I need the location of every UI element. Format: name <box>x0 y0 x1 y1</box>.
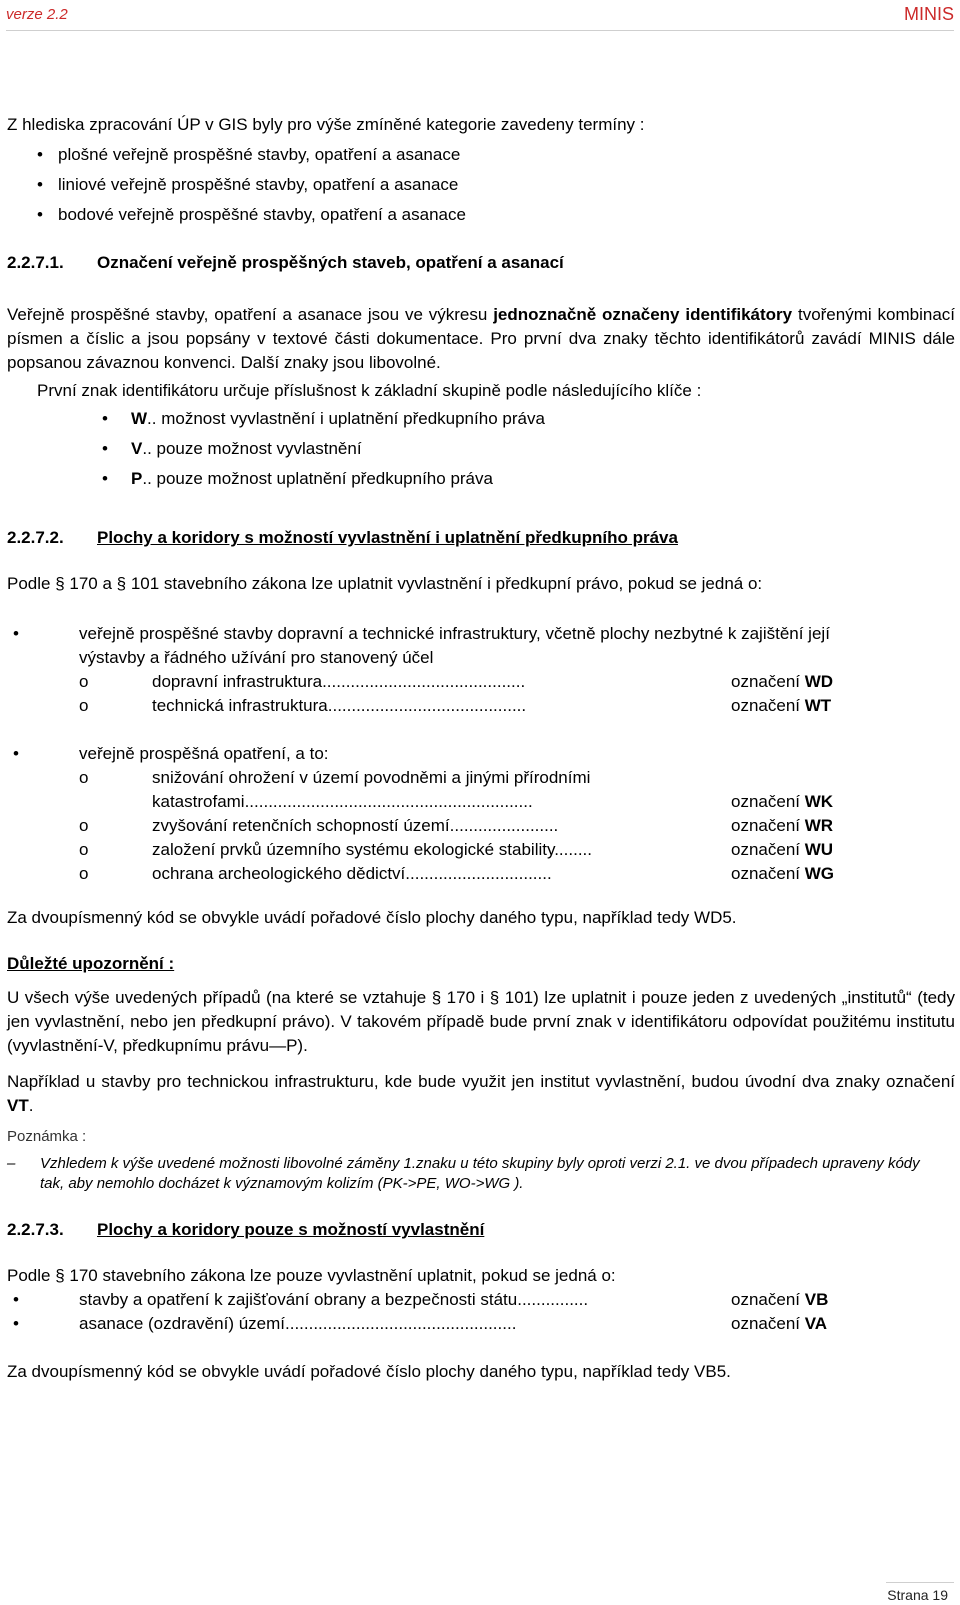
paragraph: Za dvoupísmenný kód se obvykle uvádí pořadové číslo plochy daného typu, například tedy WD5. <box>7 908 737 927</box>
paragraph: Veřejně prospěšné stavby, opatření a asanace jsou ve výkresu jednoznačně označeny identifikátory tvořenými kombinací písmen a číslic a jsou popsány v textové části dokumentace. Pro první dva znaky těchto identifikátorů zavádí MINIS dále popsanou závaznou konvenci. Další znaky jsou libovolné. <box>7 305 955 372</box>
document-body <box>7 113 955 1384</box>
list-item: • asanace (ozdravění) území................................................. označení VA <box>7 1312 955 1336</box>
bullet-icon: • <box>37 175 43 194</box>
bullet-icon: o <box>79 768 89 787</box>
page-header <box>6 4 954 31</box>
key-list <box>7 407 955 491</box>
list-item: • W .. možnost vyvlastnění i uplatnění předkupního práva <box>7 407 955 431</box>
paragraph: Podle § 170 stavebního zákona lze pouze vyvlastnění uplatnit, pokud se jedná o: <box>7 1266 616 1285</box>
paragraph: Za dvoupísmenný kód se obvykle uvádí pořadové číslo plochy daného typu, například tedy VB5. <box>7 1362 731 1381</box>
list-item: • stavby a opatření k zajišťování obrany a bezpečnosti státu............... označení VB <box>7 1288 955 1312</box>
code-badge: WR <box>804 816 834 835</box>
bullet-icon: • <box>13 744 19 763</box>
code-badge: VB <box>804 1290 829 1309</box>
bullet-icon: o <box>79 864 89 883</box>
bullet-icon: o <box>79 672 89 691</box>
section-heading: 2.2.7.3. Plochy a koridory pouze s možností vyvlastnění <box>7 1220 485 1239</box>
bullet-icon: • <box>13 624 19 643</box>
list-item: • plošné veřejně prospěšné stavby, opatření a asanace <box>7 143 955 167</box>
list-item: o založení prvků územního systému ekologické stability........ označení WU <box>79 838 955 862</box>
bullet-icon: • <box>13 1290 19 1309</box>
list-item: • bodové veřejně prospěšné stavby, opatření a asanace <box>7 203 955 227</box>
code-badge: WU <box>804 840 834 859</box>
list-item: • veřejně prospěšné stavby dopravní a technické infrastruktury, včetně plochy nezbytné k zajištění její výstavby a řádného užívání pro stanovený účel <box>7 622 955 670</box>
bullet-icon: o <box>79 696 89 715</box>
list-item: • liniové veřejně prospěšné stavby, opatření a asanace <box>7 173 955 197</box>
list-item: o snižování ohrožení v území povodněmi a jinými přírodními katastrofami............................................................. označení WK <box>79 766 955 814</box>
list-item: o ochrana archeologického dědictví............................... označení WG <box>79 862 955 886</box>
section-heading: 2.2.7.2. Plochy a koridory s možností vyvlastnění i uplatnění předkupního práva <box>7 528 678 547</box>
code-badge: WD <box>804 672 834 691</box>
warning-title: Důležté upozornění : <box>7 954 175 973</box>
bullet-icon: • <box>102 439 108 458</box>
warning-text: U všech výše uvedených případů (na které se vztahuje § 170 i § 101) lze uplatnit i pouze jeden z uvedených „institutů“ (tedy jen vyvlastnění, nebo jen předkupní právo). V takovém případě bude první znak v identifikátoru odpovídat použitému institutu (vyvlastnění-V, předkupnímu právu—P). <box>7 988 955 1055</box>
list-item: • V .. pouze možnost vyvlastnění <box>7 437 955 461</box>
bullet-icon: • <box>13 1314 19 1333</box>
bullet-icon: o <box>79 840 89 859</box>
version-label: verze 2.2 <box>6 6 68 23</box>
code-badge: VA <box>804 1314 828 1333</box>
intro-text: Z hlediska zpracování ÚP v GIS byly pro výše zmíněné kategorie zavedeny termíny : <box>7 115 645 134</box>
paragraph: První znak identifikátoru určuje příslušnost k základní skupině podle následujícího klíče : <box>37 381 702 400</box>
footer-divider <box>886 1582 954 1583</box>
list-item: o technická infrastruktura.......................................... označení WT <box>79 694 955 718</box>
list-item: o zvyšování retenčních schopností území....................... označení WR <box>79 814 955 838</box>
bullet-icon: • <box>102 409 108 428</box>
bullet-icon: • <box>37 145 43 164</box>
page-number: Strana 19 <box>887 1587 948 1603</box>
code-badge: WK <box>804 792 834 811</box>
code-badge: WG <box>804 864 835 883</box>
intro-list <box>7 143 955 227</box>
bullet-icon: • <box>102 469 108 488</box>
brand-label: MINIS <box>903 4 954 24</box>
note-label: Poznámka : <box>7 1128 87 1145</box>
paragraph: Podle § 170 a § 101 stavebního zákona lze uplatnit vyvlastnění i předkupní právo, pokud se jedná o: <box>7 574 763 593</box>
paragraph: Například u stavby pro technickou infrastrukturu, kde bude využit jen institut vyvlastnění, budou úvodní dva znaky označení VT. <box>7 1072 955 1115</box>
section-heading: 2.2.7.1. Označení veřejně prospěšných staveb, opatření a asanací <box>7 253 564 272</box>
list-item: • P .. pouze možnost uplatnění předkupního práva <box>7 467 955 491</box>
list-item: o dopravní infrastruktura........................................... označení WD <box>79 670 955 694</box>
bullet-icon: • <box>37 205 43 224</box>
dash-icon: – <box>7 1155 16 1172</box>
bullet-icon: o <box>79 816 89 835</box>
list-item: • veřejně prospěšná opatření, a to: <box>7 742 955 766</box>
note: – Vzhledem k výše uvedené možnosti libovolné záměny 1.znaku u této skupiny byly oproti verzi 2.1. ve dvou případech upraveny kódy tak, aby nemohlo docházet k významovým kolizím (PK->PE, WO->WG ). <box>7 1155 920 1192</box>
code-badge: WT <box>804 696 832 715</box>
